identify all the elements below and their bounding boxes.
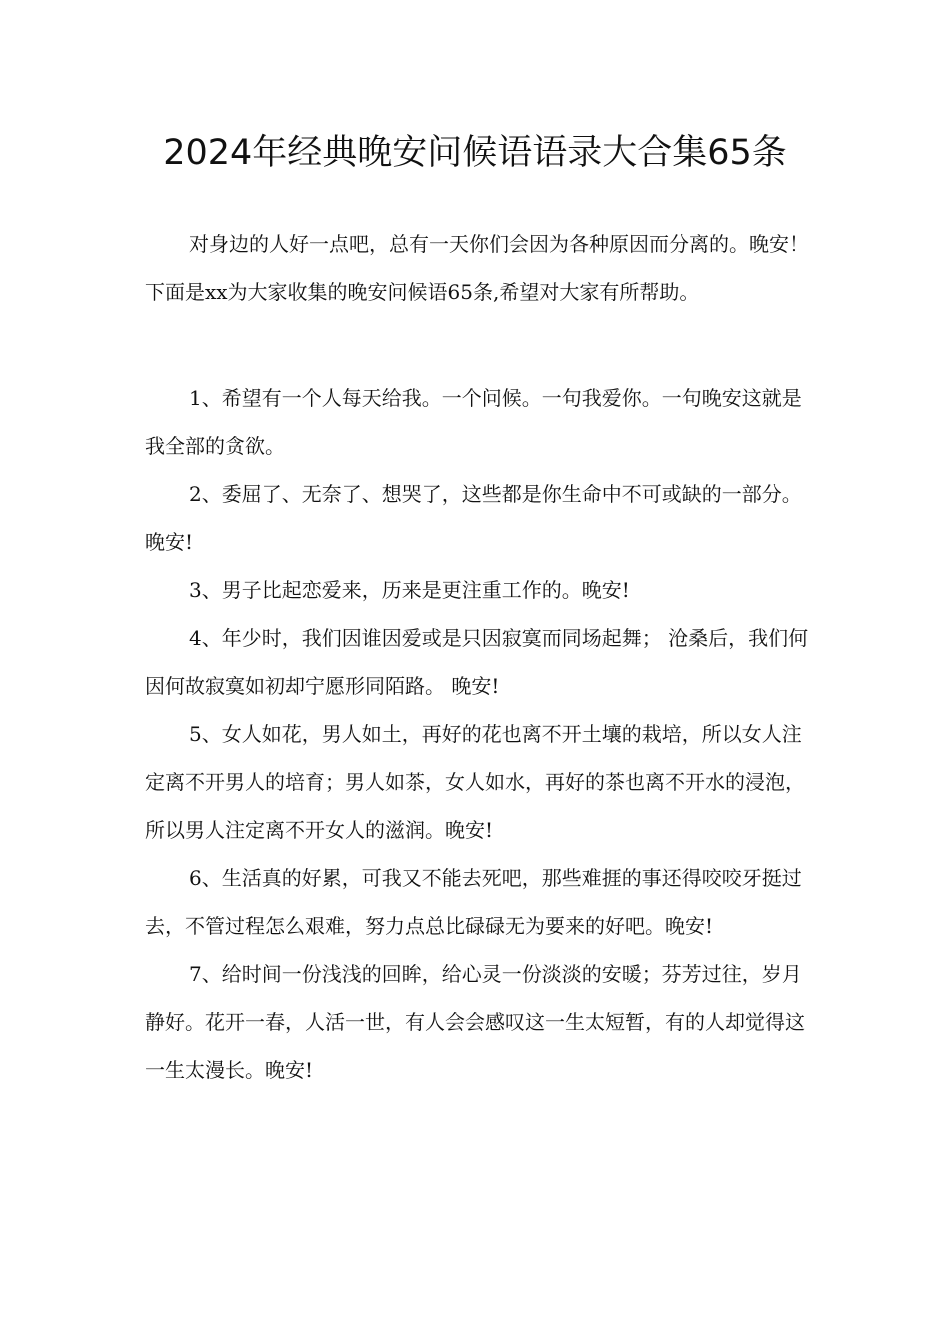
list-item: 1、希望有一个人每天给我。一个问候。一句我爱你。一句晚安这就是我全部的贪欲。 <box>145 386 802 458</box>
intro-paragraph: 对身边的人好一点吧，总有一天你们会因为各种原因而分离的。晚安！下面是xx为大家收集的晚安问候语65条,希望对大家有所帮助。 <box>145 232 809 304</box>
list-item: 5、女人如花，男人如土，再好的花也离不开土壤的栽培，所以女人注定离不开男人的培育；男人如茶，女人如水，再好的茶也离不开水的浸泡，所以男人注定离不开女人的滋润。晚安! <box>145 722 805 842</box>
document-title: 2024年经典晚安问候语语录大合集65条 <box>163 133 787 173</box>
list-item: 2、委屈了、无奈了、想哭了，这些都是你生命中不可或缺的一部分。晚安! <box>145 482 802 554</box>
list-item: 3、男子比起恋爱来，历来是更注重工作的。晚安! <box>189 578 630 602</box>
list-item: 6、生活真的好累，可我又不能去死吧，那些难捱的事还得咬咬牙挺过去，不管过程怎么艰难，努力点总比碌碌无为要来的好吧。晚安! <box>145 866 802 938</box>
document-body <box>145 220 813 1094</box>
list-item: 4、年少时，我们因谁因爱或是只因寂寞而同场起舞； 沧桑后，我们何因何故寂寞如初却宁愿形同陌路。 晚安! <box>145 626 809 698</box>
paragraph-spacer <box>145 316 813 374</box>
list-item: 7、给时间一份浅浅的回眸，给心灵一份淡淡的安暖；芬芳过往，岁月静好。花开一春，人活一世，有人会会感叹这一生太短暂，有的人却觉得这一生太漫长。晚安! <box>145 962 805 1082</box>
